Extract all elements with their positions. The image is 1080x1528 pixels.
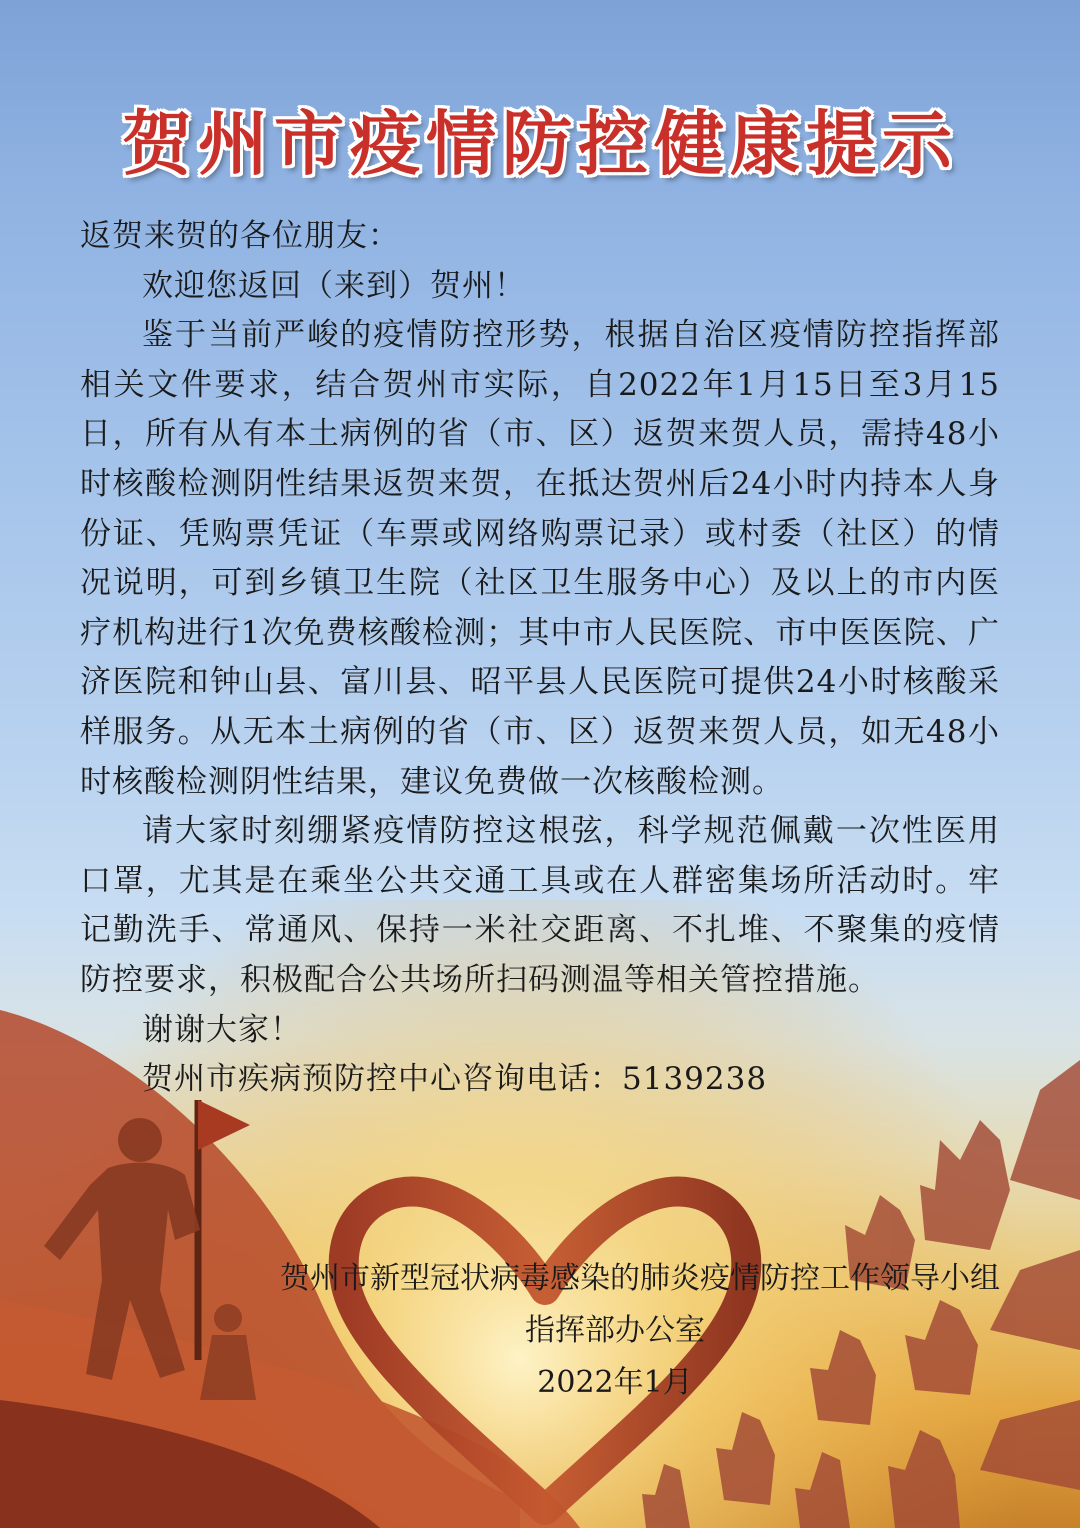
greeting: 返贺来贺的各位朋友： xyxy=(80,218,400,254)
signature-office: 指挥部办公室 xyxy=(525,1313,705,1348)
hotline-line: 贺州市疾病预防控中心咨询电话：5139238 xyxy=(142,1061,768,1098)
signature-org: 贺州市新型冠状病毒感染的肺炎疫情防控工作领导小组 xyxy=(280,1261,1000,1296)
policy-paragraph: 鉴于当前严峻的疫情防控形势，根据自治区疫情防控指挥部相关文件要求，结合贺州市实际，自2022年1月15日至3月15日，所有从有本土病例的省（市、区）返贺来贺人员，需持48小时核酸检测阴性结果返贺来贺，在抵达贺州后24小时内持本人身份证、凭购票凭证（车票或网络购票记录）或村委（社区）的情况说明，可到乡镇卫生院（社区卫生服务中心）及以上的市内医疗机构进行1次免费核酸检测；其中市人民医院、市中医医院、广济医院和钟山县、富川县、昭平县人民医院可提供24小时核酸采样服务。从无本土病例的省（市、区）返贺来贺人员，如无48小时核酸检测阴性结果，建议免费做一次核酸检测。 xyxy=(80,317,1000,800)
welcome-line: 欢迎您返回（来到）贺州！ xyxy=(142,267,526,304)
thanks-line: 谢谢大家！ xyxy=(142,1011,302,1048)
advice-paragraph: 请大家时刻绷紧疫情防控这根弦，科学规范佩戴一次性医用口罩，尤其是在乘坐公共交通工具或在人群密集场所活动时。牢记勤洗手、常通风、保持一米社交距离、不扎堆、不聚集的疫情防控要求，积极配合公共场所扫码测温等相关管控措施。 xyxy=(80,813,1000,998)
page-title: 贺州市疫情防控健康提示 xyxy=(122,103,958,185)
notice-body xyxy=(80,212,1000,1105)
signature-date: 2022年1月 xyxy=(537,1365,693,1400)
